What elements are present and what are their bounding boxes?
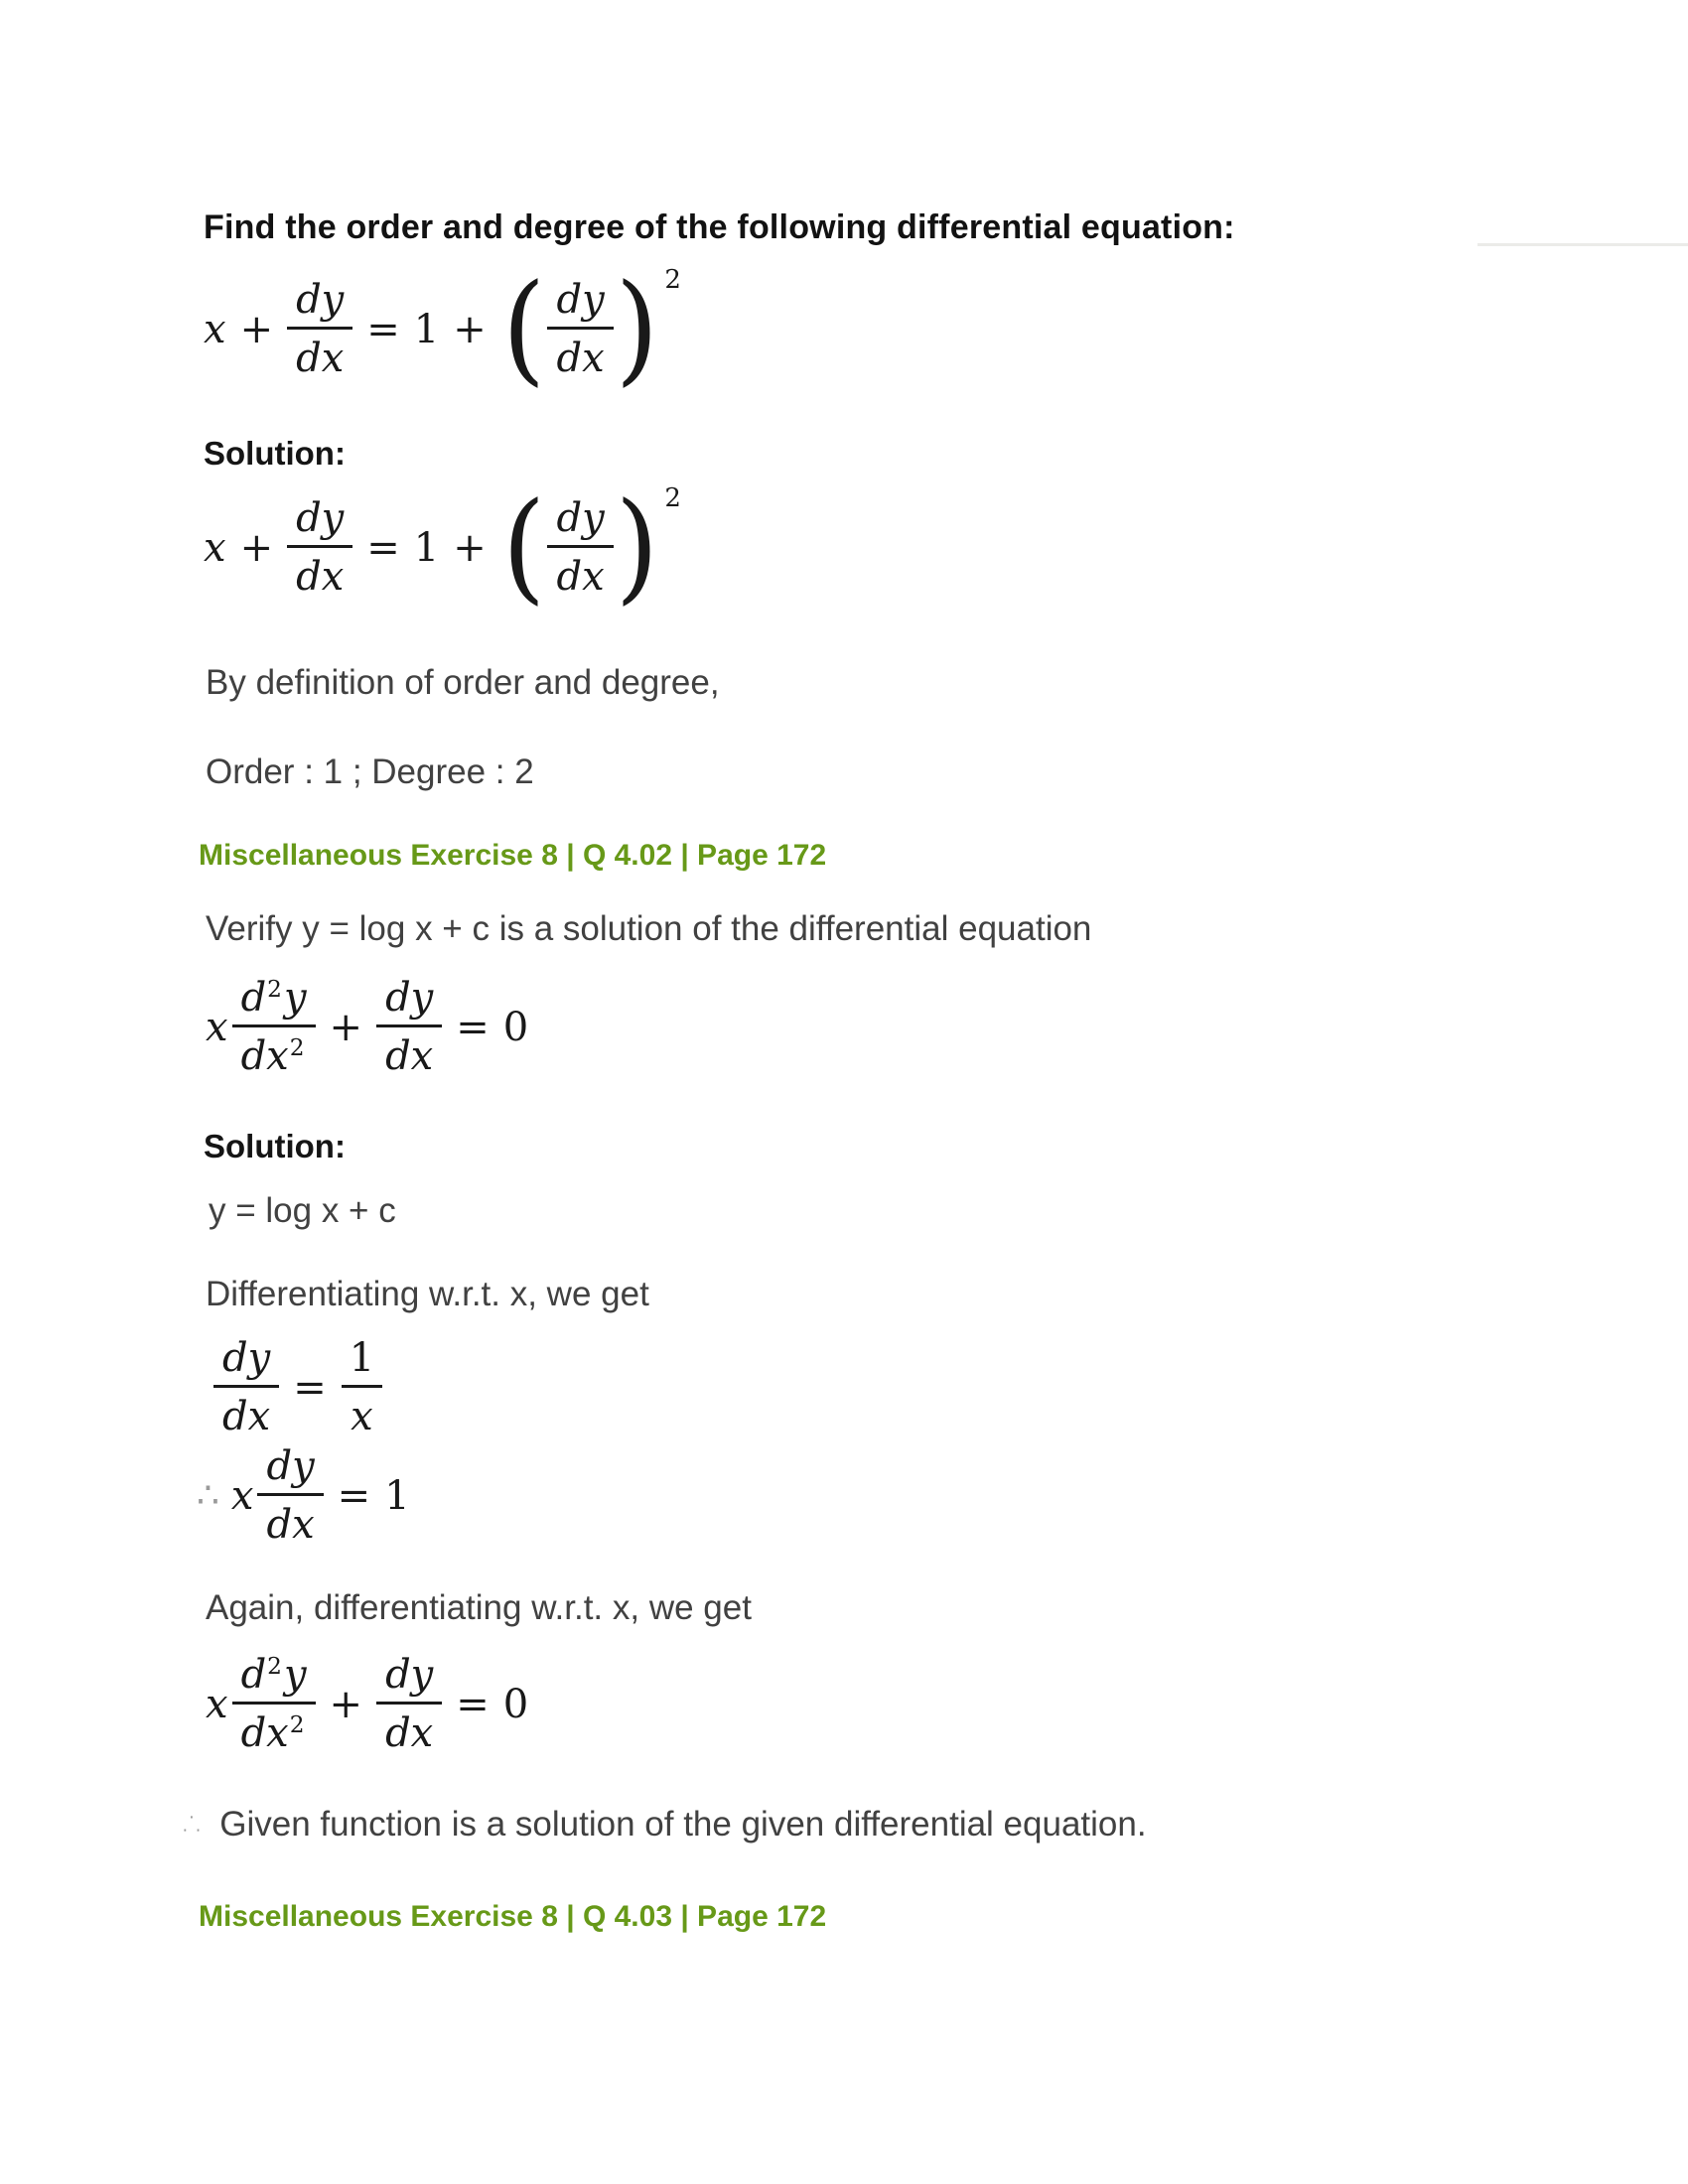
fraction-dy-dx: [376, 1653, 442, 1755]
fraction-numerator: dy: [296, 277, 345, 323]
math-op-plus: +: [239, 524, 274, 571]
fraction-denominator: dx: [287, 327, 352, 380]
question-heading: Find the order and degree of the following differential equation:: [204, 208, 1235, 246]
math-op-equals: =: [337, 1472, 371, 1519]
math-var-x: x: [206, 1004, 228, 1050]
math-var-y: y: [283, 1652, 307, 1698]
by-definition-text: By definition of order and degree,: [206, 663, 720, 702]
math-op-equals: =: [366, 524, 400, 571]
math-var-x: x: [204, 306, 226, 352]
math-op-equals: =: [366, 306, 400, 352]
math-var-d: d: [240, 975, 267, 1021]
fraction-numerator: dy: [556, 495, 605, 541]
given-function-text: y = log x + c: [209, 1191, 396, 1230]
again-differentiating-text: Again, differentiating w.r.t. x, we get: [206, 1588, 752, 1627]
therefore-icon: ∴: [197, 1474, 219, 1516]
fraction-denominator: dx: [257, 1493, 323, 1547]
order-degree-answer: Order : 1 ; Degree : 2: [206, 752, 534, 791]
fraction-dy-dx: [257, 1444, 323, 1547]
fraction-denominator: dx: [547, 545, 613, 599]
question-prompt: Verify y = log x + c is a solution of the differential equation: [206, 909, 1092, 948]
fraction-numerator: dy: [222, 1335, 271, 1381]
math-var-dx: dx: [240, 1710, 289, 1756]
math-superscript-two: 2: [267, 975, 282, 1003]
fraction-numerator: dy: [385, 1652, 434, 1698]
math-op-plus: +: [329, 1004, 363, 1050]
fraction-dy-dx: [547, 278, 613, 380]
fraction-denominator: x: [342, 1385, 382, 1438]
fraction-denominator: dx: [376, 1024, 442, 1078]
fraction-dy-dx: [287, 278, 352, 380]
fraction-numerator: [232, 976, 316, 1024]
math-superscript-two: 2: [289, 1033, 305, 1061]
fraction-dy-dx: [287, 496, 352, 599]
math-var-x: x: [206, 1681, 228, 1727]
equation-dydx-1x: [213, 1336, 383, 1438]
fraction-denominator: [232, 1024, 316, 1078]
equation-q2-result: [206, 1653, 528, 1755]
right-paren: ): [615, 477, 659, 617]
fraction-dy-dx: [213, 1336, 279, 1438]
equation-q1-given: [204, 258, 681, 399]
math-op-plus: +: [453, 524, 487, 571]
equation-q2-given: [206, 976, 528, 1078]
math-op-equals: =: [456, 1681, 490, 1727]
differentiating-text: Differentiating w.r.t. x, we get: [206, 1275, 649, 1313]
math-num-one: 1: [413, 306, 440, 352]
math-var-x: x: [204, 524, 226, 571]
math-superscript-two: 2: [664, 483, 681, 513]
math-var-dx: dx: [240, 1033, 289, 1079]
conclusion-text: Given function is a solution of the given differential equation.: [219, 1805, 1147, 1843]
left-paren: (: [501, 477, 546, 617]
fraction-denominator: [232, 1702, 316, 1755]
fraction-dy-dx: [547, 496, 613, 599]
exercise-link-q403[interactable]: Miscellaneous Exercise 8 | Q 4.03 | Page 172: [199, 1900, 827, 1933]
math-op-plus: +: [239, 306, 274, 352]
math-num-zero: 0: [502, 1681, 529, 1727]
solution-label: Solution:: [204, 1128, 346, 1164]
math-var-d: d: [240, 1652, 267, 1698]
right-paren: ): [615, 258, 659, 399]
fraction-numerator: dy: [556, 277, 605, 323]
fraction-denominator: dx: [547, 327, 613, 380]
math-op-plus: +: [329, 1681, 363, 1727]
math-num-one: 1: [413, 524, 440, 571]
math-superscript-two: 2: [267, 1652, 282, 1680]
fraction-denominator: dx: [376, 1702, 442, 1755]
solution-label: Solution:: [204, 435, 346, 472]
fraction-numerator: [232, 1653, 316, 1702]
math-var-x: x: [230, 1472, 254, 1519]
fraction-denominator: dx: [213, 1385, 279, 1438]
therefore-icon: ∴: [184, 1805, 207, 1843]
fraction-numerator: dy: [296, 495, 345, 541]
exercise-link-q402[interactable]: Miscellaneous Exercise 8 | Q 4.02 | Page 172: [199, 839, 827, 872]
math-var-y: y: [283, 975, 307, 1021]
math-num-zero: 0: [502, 1004, 529, 1050]
math-op-plus: +: [453, 306, 487, 352]
fraction-numerator: 1: [349, 1335, 375, 1381]
fraction-1-x: [341, 1336, 383, 1438]
math-op-equals: =: [293, 1364, 327, 1411]
fraction-numerator: dy: [385, 975, 434, 1021]
fraction-denominator: dx: [287, 545, 352, 599]
left-paren: (: [501, 258, 546, 399]
math-num-one: 1: [384, 1472, 410, 1519]
math-op-equals: =: [456, 1004, 490, 1050]
math-superscript-two: 2: [289, 1710, 305, 1738]
fraction-d2y-dx2: [232, 1653, 316, 1755]
equation-xdydx-1: [197, 1444, 410, 1547]
fraction-dy-dx: [376, 976, 442, 1078]
conclusion-line: [184, 1805, 1147, 1844]
equation-q1-solution: [204, 477, 681, 617]
fraction-numerator: dy: [266, 1443, 315, 1489]
fraction-d2y-dx2: [232, 976, 316, 1078]
math-superscript-two: 2: [664, 265, 681, 295]
divider-line: [1477, 243, 1688, 246]
